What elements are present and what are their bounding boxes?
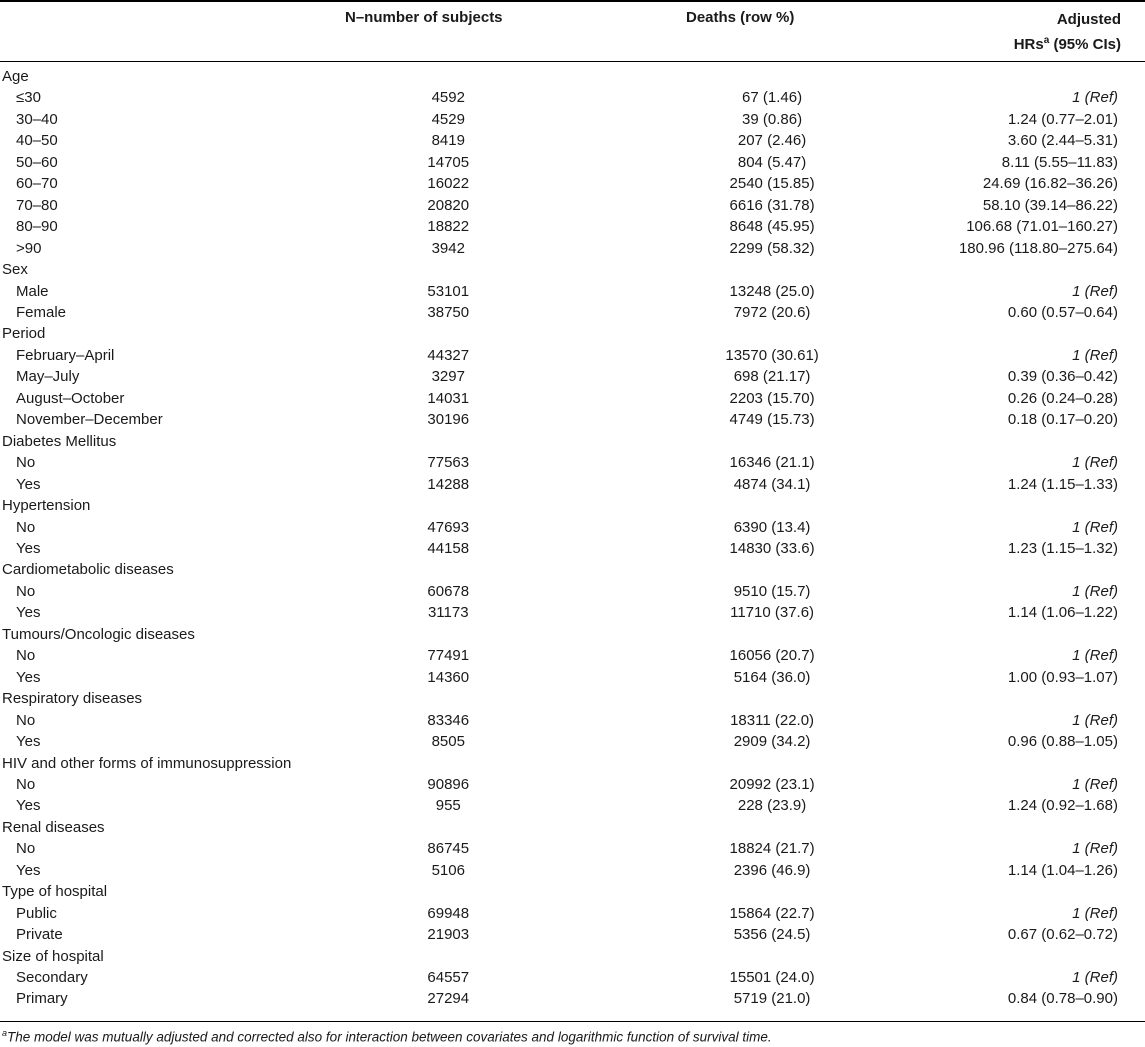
table-row [0, 366, 1145, 387]
cell-deaths: 13248 (25.0) [729, 282, 815, 300]
table-body [0, 66, 1145, 1010]
row-label: ≤30 [16, 89, 41, 107]
cell-n: 20820 [427, 196, 470, 214]
cell-hr: 1.24 (0.77–2.01) [1007, 110, 1118, 128]
cell-deaths: 2299 (58.32) [729, 239, 815, 257]
category-row [0, 323, 1145, 344]
cell-deaths: 39 (0.86) [742, 110, 803, 128]
cell-n [341, 259, 565, 280]
cell-hr: 1.24 (0.92–1.68) [1007, 797, 1118, 815]
cell-n: 5106 [431, 861, 465, 879]
cell-hr: 0.60 (0.57–0.64) [1007, 303, 1118, 321]
cell-deaths [565, 323, 959, 344]
cell-hr: 1 (Ref) [1072, 647, 1118, 665]
cell-deaths: 804 (5.47) [737, 153, 807, 171]
row-label: No [16, 454, 36, 472]
cell-hr: 0.84 (0.78–0.90) [1007, 990, 1118, 1008]
cell-n: 3942 [431, 239, 465, 257]
table-row [0, 645, 1145, 666]
cell-deaths [565, 431, 959, 452]
cell-hr: 106.68 (71.01–160.27) [966, 218, 1118, 236]
table-header [0, 0, 1145, 60]
cell-deaths: 2396 (46.9) [733, 861, 811, 879]
table-row [0, 238, 1145, 259]
cell-n: 21903 [427, 926, 470, 944]
cell-hr: 0.96 (0.88–1.05) [1007, 733, 1118, 751]
cell-hr: 1.23 (1.15–1.32) [1007, 539, 1118, 557]
cell-deaths [565, 817, 959, 838]
row-label: Male [16, 282, 49, 300]
cell-deaths: 7972 (20.6) [733, 303, 811, 321]
row-label: Yes [16, 733, 41, 751]
cell-deaths [565, 881, 959, 902]
table-row [0, 967, 1145, 988]
row-label: Primary [16, 990, 68, 1008]
cell-deaths: 4874 (34.1) [733, 475, 811, 493]
cell-deaths: 228 (23.9) [737, 797, 807, 815]
cell-hr [959, 624, 1145, 645]
row-label: Renal diseases [2, 818, 105, 836]
table-row [0, 774, 1145, 795]
cell-deaths [565, 259, 959, 280]
cell-deaths [565, 624, 959, 645]
row-label: Hypertension [2, 497, 91, 515]
row-label: Yes [16, 475, 41, 493]
cell-hr: 0.18 (0.17–0.20) [1007, 411, 1118, 429]
cell-hr [959, 688, 1145, 709]
cell-deaths: 2203 (15.70) [729, 389, 815, 407]
header-hr-line2 [1014, 30, 1121, 55]
row-label: 70–80 [16, 196, 58, 214]
table-row [0, 474, 1145, 495]
cell-n: 8505 [431, 733, 465, 751]
cell-hr: 1 (Ref) [1072, 89, 1118, 107]
row-label: 50–60 [16, 153, 58, 171]
table-row [0, 152, 1145, 173]
row-label: No [16, 840, 36, 858]
cell-hr: 1 (Ref) [1072, 711, 1118, 729]
cell-deaths: 5356 (24.5) [733, 926, 811, 944]
cell-n: 69948 [427, 904, 470, 922]
cell-n [341, 753, 565, 774]
cell-n: 14360 [427, 668, 470, 686]
cell-n: 14705 [427, 153, 470, 171]
header-deaths: Deaths (row %) [686, 9, 795, 26]
header-rule [0, 61, 1145, 62]
table-row [0, 87, 1145, 108]
bottom-rule [0, 1021, 1145, 1022]
row-label: Respiratory diseases [2, 690, 143, 708]
cell-hr: 0.39 (0.36–0.42) [1007, 368, 1118, 386]
cell-deaths: 14830 (33.6) [729, 539, 815, 557]
footnote [2, 1028, 772, 1045]
category-row [0, 495, 1145, 516]
category-row [0, 817, 1145, 838]
cell-deaths: 18824 (21.7) [729, 840, 815, 858]
row-label: Yes [16, 539, 41, 557]
cell-hr: 1.14 (1.04–1.26) [1007, 861, 1118, 879]
row-label: Size of hospital [2, 947, 104, 965]
cell-n: 90896 [427, 775, 470, 793]
cell-deaths: 16346 (21.1) [729, 454, 815, 472]
row-label: Age [2, 68, 29, 85]
cell-n: 44327 [427, 346, 470, 364]
cell-hr [959, 881, 1145, 902]
cell-n [341, 323, 565, 344]
table-row [0, 409, 1145, 430]
cell-n: 27294 [427, 990, 470, 1008]
table-row [0, 602, 1145, 623]
table-row [0, 452, 1145, 473]
cell-deaths [565, 495, 959, 516]
cell-hr [959, 323, 1145, 344]
category-row [0, 946, 1145, 967]
footnote-sup: a [2, 1028, 8, 1038]
cell-hr [959, 817, 1145, 838]
row-label: >90 [16, 239, 42, 257]
cell-hr: 3.60 (2.44–5.31) [1007, 132, 1118, 150]
category-row [0, 66, 1145, 87]
table-row [0, 838, 1145, 859]
row-label: No [16, 711, 36, 729]
cell-n: 3297 [431, 368, 465, 386]
cell-deaths: 5719 (21.0) [733, 990, 811, 1008]
cell-deaths: 67 (1.46) [742, 89, 803, 107]
data-table [0, 66, 1145, 1010]
table-row [0, 517, 1145, 538]
header-n-subjects: N–number of subjects [345, 9, 503, 26]
cell-deaths: 20992 (23.1) [729, 775, 815, 793]
row-label: Period [2, 325, 46, 343]
category-row [0, 624, 1145, 645]
cell-n: 60678 [427, 582, 470, 600]
cell-hr: 1 (Ref) [1072, 840, 1118, 858]
cell-hr: 1.00 (0.93–1.07) [1007, 668, 1118, 686]
category-row [0, 881, 1145, 902]
table-row [0, 667, 1145, 688]
header-hr-text: HRs [1013, 36, 1044, 53]
table-row [0, 281, 1145, 302]
table-row [0, 924, 1145, 945]
cell-hr: 1 (Ref) [1072, 582, 1118, 600]
row-label: Yes [16, 797, 41, 815]
row-label: 80–90 [16, 218, 58, 236]
table-row [0, 388, 1145, 409]
cell-n [341, 881, 565, 902]
cell-hr: 1 (Ref) [1072, 518, 1118, 536]
cell-n: 77563 [427, 454, 470, 472]
cell-n: 14288 [427, 475, 470, 493]
header-hr-line1: Adjusted [1056, 11, 1121, 28]
cell-n: 955 [435, 797, 461, 815]
header-adjusted-hr [1014, 9, 1121, 55]
cell-n: 4592 [431, 89, 465, 107]
row-label: 60–70 [16, 175, 58, 193]
cell-hr: 1 (Ref) [1072, 282, 1118, 300]
cell-hr [959, 431, 1145, 452]
cell-deaths: 698 (21.17) [733, 368, 811, 386]
cell-hr [959, 495, 1145, 516]
cell-deaths: 11710 (37.6) [730, 604, 815, 622]
row-label: February–April [16, 346, 115, 364]
cell-deaths [565, 688, 959, 709]
table-row [0, 216, 1145, 237]
row-label: Female [16, 303, 67, 321]
table-row [0, 795, 1145, 816]
cell-hr [959, 753, 1145, 774]
cell-n: 83346 [427, 711, 470, 729]
cell-hr: 1 (Ref) [1072, 454, 1118, 472]
cell-n: 64557 [427, 969, 470, 987]
table-row [0, 903, 1145, 924]
header-hr-sup: a [1043, 35, 1050, 46]
cell-n [341, 624, 565, 645]
cell-hr [959, 66, 1145, 87]
cell-n [341, 688, 565, 709]
cell-hr: 1.24 (1.15–1.33) [1007, 475, 1118, 493]
table-row [0, 538, 1145, 559]
table-row [0, 173, 1145, 194]
category-row [0, 688, 1145, 709]
cell-n: 77491 [427, 647, 470, 665]
table-row [0, 860, 1145, 881]
row-label: Diabetes Mellitus [2, 432, 117, 450]
table-row [0, 988, 1145, 1009]
cell-deaths: 13570 (30.61) [725, 346, 819, 364]
row-label: No [16, 647, 36, 665]
row-label: November–December [16, 411, 163, 429]
row-label: Public [16, 904, 57, 922]
category-row [0, 753, 1145, 774]
category-row [0, 259, 1145, 280]
row-label: May–July [16, 368, 80, 386]
row-label: Secondary [16, 969, 88, 987]
category-row [0, 559, 1145, 580]
row-label: Yes [16, 861, 41, 879]
cell-hr: 0.67 (0.62–0.72) [1007, 926, 1118, 944]
cell-hr: 0.26 (0.24–0.28) [1007, 389, 1118, 407]
cell-n: 47693 [427, 518, 470, 536]
row-label: Yes [16, 668, 41, 686]
cell-n [341, 495, 565, 516]
cell-deaths: 9510 (15.7) [733, 582, 811, 600]
cell-n [341, 817, 565, 838]
cell-hr: 58.10 (39.14–86.22) [982, 196, 1118, 214]
table-row [0, 109, 1145, 130]
cell-hr [959, 559, 1145, 580]
footnote-text: The model was mutually adjusted and corrected also for interaction between covariates and logarithmic function of survival time. [7, 1029, 772, 1045]
cell-deaths: 5164 (36.0) [733, 668, 811, 686]
header-hr-ci: (95% CIs) [1049, 36, 1121, 53]
cell-deaths: 15501 (24.0) [729, 969, 815, 987]
row-label: Cardiometabolic diseases [2, 561, 174, 579]
cell-n: 30196 [427, 411, 470, 429]
table-row [0, 345, 1145, 366]
row-label: No [16, 775, 36, 793]
cell-n: 16022 [427, 175, 470, 193]
row-label: Private [16, 926, 63, 944]
cell-deaths: 2540 (15.85) [729, 175, 815, 193]
row-label: Sex [2, 261, 28, 279]
cell-n: 8419 [431, 132, 465, 150]
cell-hr: 1.14 (1.06–1.22) [1007, 604, 1118, 622]
table-row [0, 130, 1145, 151]
cell-deaths: 2909 (34.2) [733, 733, 811, 751]
cell-hr: 1 (Ref) [1072, 346, 1118, 364]
cell-deaths: 18311 (22.0) [730, 711, 815, 729]
row-label: Type of hospital [2, 883, 108, 901]
cell-deaths [565, 753, 959, 774]
table-row [0, 710, 1145, 731]
cell-deaths: 207 (2.46) [737, 132, 807, 150]
cell-deaths: 16056 (20.7) [729, 647, 815, 665]
table-row [0, 195, 1145, 216]
cell-n: 86745 [427, 840, 470, 858]
cell-n [341, 66, 565, 87]
cell-hr: 24.69 (16.82–36.26) [982, 175, 1118, 193]
cell-n: 18822 [427, 218, 470, 236]
cell-hr: 1 (Ref) [1072, 775, 1118, 793]
cell-n [341, 559, 565, 580]
cell-deaths [565, 559, 959, 580]
cell-deaths: 8648 (45.95) [729, 218, 815, 236]
cell-deaths [565, 946, 959, 967]
cell-n: 53101 [427, 282, 470, 300]
row-label: HIV and other forms of immunosuppression [2, 754, 292, 772]
cell-n [341, 431, 565, 452]
cell-n [341, 946, 565, 967]
row-label: Yes [16, 604, 41, 622]
cell-n: 14031 [427, 389, 470, 407]
table-row [0, 731, 1145, 752]
cell-deaths: 15864 (22.7) [729, 904, 815, 922]
table-row [0, 581, 1145, 602]
cell-deaths: 6390 (13.4) [733, 518, 811, 536]
cell-hr: 180.96 (118.80–275.64) [958, 239, 1118, 257]
cell-n: 4529 [431, 110, 465, 128]
cell-hr [959, 259, 1145, 280]
cell-hr: 1 (Ref) [1072, 904, 1118, 922]
row-label: No [16, 582, 36, 600]
cell-n: 44158 [427, 539, 470, 557]
category-row [0, 431, 1145, 452]
row-label: August–October [16, 389, 125, 407]
row-label: No [16, 518, 36, 536]
cell-hr: 8.11 (5.55–11.83) [1001, 153, 1118, 171]
cell-n: 31173 [427, 604, 469, 622]
row-label: 40–50 [16, 132, 58, 150]
cell-hr: 1 (Ref) [1072, 969, 1118, 987]
table-row [0, 302, 1145, 323]
cell-deaths: 6616 (31.78) [729, 196, 815, 214]
row-label: Tumours/Oncologic diseases [2, 625, 195, 643]
cell-deaths: 4749 (15.73) [729, 411, 815, 429]
row-label: 30–40 [16, 110, 58, 128]
cell-deaths [565, 66, 959, 87]
cell-hr [959, 946, 1145, 967]
cell-n: 38750 [427, 303, 470, 321]
